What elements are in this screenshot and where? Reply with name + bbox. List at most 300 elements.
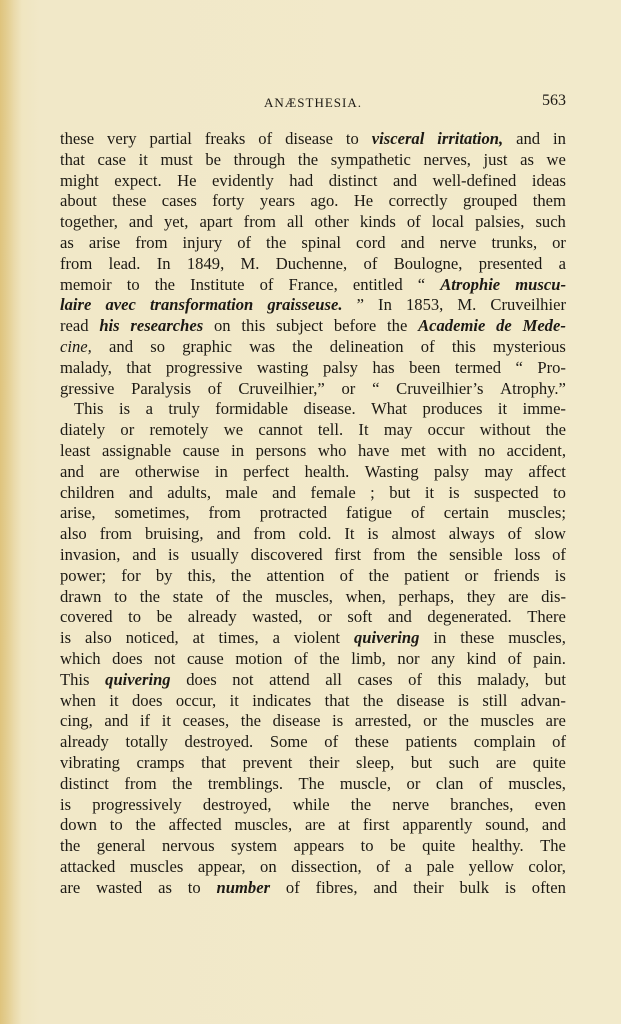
word: to: [109, 815, 123, 835]
word: of: [411, 503, 425, 523]
text-line: [60, 399, 566, 420]
word: are: [545, 711, 566, 731]
word: and: [541, 815, 566, 835]
word: imme-: [522, 399, 566, 419]
word: without: [479, 420, 531, 440]
word: attention: [266, 565, 325, 585]
word: Cruveilhier’s: [396, 378, 484, 398]
word: so: [150, 336, 165, 356]
word: Atrophie: [440, 274, 501, 294]
word: or: [552, 232, 566, 252]
word: are: [304, 815, 326, 835]
word: does: [132, 690, 163, 710]
word: and: [109, 336, 133, 356]
word: the: [545, 420, 566, 440]
word: it: [161, 711, 171, 731]
word: Atrophy.”: [500, 378, 566, 398]
word: cing,: [60, 711, 93, 731]
word: in: [553, 129, 566, 148]
text-line: [60, 795, 566, 816]
text-line: [60, 857, 566, 878]
word: ceases,: [182, 711, 230, 731]
word: nerves,: [423, 149, 471, 169]
word: are: [508, 586, 529, 606]
word: affected: [168, 815, 222, 835]
word: Academie: [418, 316, 486, 336]
word: may: [484, 461, 514, 481]
word: invasion,: [60, 544, 121, 564]
word: the: [292, 336, 313, 356]
word: and: [516, 129, 541, 148]
word: wasting: [256, 357, 309, 377]
word: dis-: [541, 586, 566, 606]
word: from: [372, 544, 406, 564]
word: at: [338, 815, 351, 835]
word: nervous: [161, 836, 215, 856]
word: ”: [356, 295, 364, 315]
word: nor: [397, 648, 420, 668]
text-line: [60, 607, 566, 628]
word: they: [466, 586, 496, 606]
word: 1849,: [186, 253, 225, 273]
text-line: [60, 670, 566, 691]
word: on: [260, 856, 277, 876]
word: the: [368, 565, 389, 585]
word: The: [298, 773, 325, 793]
word: to: [187, 877, 201, 897]
word: not: [154, 648, 176, 668]
word: the: [242, 586, 263, 606]
word: patient: [404, 565, 450, 585]
word: and: [216, 524, 241, 544]
word: muscles,: [234, 815, 293, 835]
text-line: [60, 628, 566, 649]
word: together,: [60, 212, 118, 232]
word: the: [362, 690, 384, 710]
text-line: [60, 316, 566, 337]
word: as: [520, 149, 534, 169]
word: soft: [347, 607, 373, 627]
word: if: [139, 711, 151, 731]
word: The: [540, 836, 566, 856]
word: the: [230, 565, 252, 585]
word: while: [292, 794, 330, 814]
text-line: [60, 358, 566, 379]
word: muscu-: [515, 274, 566, 294]
word: is: [119, 399, 131, 419]
word: female: [310, 482, 356, 502]
word: this: [437, 669, 462, 689]
word: de: [496, 316, 512, 336]
word: malady,: [60, 357, 112, 377]
word: from: [124, 773, 157, 793]
word: local: [431, 212, 464, 232]
word: the: [387, 316, 408, 336]
word: subject: [276, 316, 324, 336]
word: of: [507, 648, 522, 668]
word: ;: [370, 482, 375, 502]
text-line: [60, 732, 566, 753]
word: arise,: [60, 503, 96, 523]
word: is: [448, 482, 460, 502]
word: destroyed,: [202, 794, 272, 814]
word: from: [208, 503, 241, 523]
word: certain: [443, 503, 489, 523]
word: totally: [125, 732, 168, 752]
word: is: [60, 628, 72, 648]
word: or: [406, 773, 421, 793]
word: Paralysis: [131, 378, 192, 398]
word: of: [293, 648, 308, 668]
word: yet,: [163, 212, 189, 232]
word: It: [344, 524, 355, 544]
word: or: [464, 565, 479, 585]
word: these: [60, 129, 95, 148]
word: occur: [427, 420, 465, 440]
word: freaks: [204, 129, 246, 148]
word: to: [345, 129, 359, 148]
word: of: [258, 129, 273, 148]
word: What: [371, 399, 408, 419]
word: partial: [149, 129, 192, 148]
word: be: [390, 836, 406, 856]
word: are: [495, 752, 517, 772]
word: male: [225, 482, 258, 502]
word: that: [324, 690, 350, 710]
text-line: [60, 150, 566, 171]
word: tremblings.: [207, 773, 284, 793]
word: been: [409, 357, 441, 377]
word: a: [145, 399, 153, 419]
word: are: [60, 877, 81, 897]
word: palsies,: [475, 212, 525, 232]
word: distinct: [60, 773, 109, 793]
word: M.: [240, 253, 260, 273]
word: and: [60, 461, 84, 481]
text-line: [60, 711, 566, 732]
word: muscles,: [275, 586, 333, 606]
word: of: [406, 212, 421, 232]
word: first: [334, 544, 362, 564]
word: attend: [269, 669, 310, 689]
word: branches,: [450, 794, 514, 814]
word: as: [60, 232, 74, 252]
word: this: [241, 316, 266, 336]
word: has: [372, 357, 395, 377]
text-line: [60, 774, 566, 795]
word: when,: [345, 586, 386, 606]
word: his: [99, 316, 120, 336]
word: to: [128, 607, 141, 627]
text-line: [60, 753, 566, 774]
word: may: [383, 420, 413, 440]
word: “: [417, 274, 426, 294]
word: of: [552, 732, 566, 752]
word: muscles: [129, 856, 184, 876]
word: arise: [88, 232, 121, 252]
word: the: [319, 648, 340, 668]
word: truly: [168, 399, 200, 419]
word: malady,: [477, 669, 530, 689]
word: Some: [269, 732, 308, 752]
word: of: [552, 544, 566, 564]
word: even: [534, 794, 566, 814]
word: Institute: [190, 274, 245, 294]
text-line: [60, 545, 566, 566]
word: spinal: [301, 232, 341, 252]
word: through: [233, 149, 286, 169]
word: vibrating: [60, 752, 120, 772]
word: fibres,: [315, 877, 358, 897]
word: quivering: [105, 669, 171, 689]
word: loss: [514, 544, 541, 564]
text-line: [60, 212, 566, 233]
word: sound,: [485, 815, 530, 835]
word: with: [437, 440, 467, 460]
word: is: [332, 711, 344, 731]
text-line: [60, 233, 566, 254]
word: noticed,: [125, 628, 179, 648]
word: children: [60, 482, 115, 502]
word: about: [60, 191, 97, 211]
word: but: [389, 482, 411, 502]
word: of: [207, 378, 222, 398]
text-line: [60, 587, 566, 608]
word: kind: [466, 648, 497, 668]
text-line: [60, 815, 566, 836]
word: that: [60, 149, 85, 169]
word: is: [367, 524, 379, 544]
word: cord: [356, 232, 386, 252]
word: apparently: [402, 815, 473, 835]
word: the: [139, 586, 161, 606]
word: protracted: [259, 503, 328, 523]
word: motion: [235, 648, 283, 668]
word: these: [460, 628, 495, 648]
word: often: [531, 877, 566, 897]
word: Mede-: [522, 316, 566, 336]
word: to: [114, 586, 128, 606]
word: health.: [304, 461, 350, 481]
word: cases: [161, 191, 197, 211]
text-line: [60, 254, 566, 275]
word: all: [325, 669, 342, 689]
word: palsy: [322, 357, 358, 377]
word: that: [126, 357, 152, 377]
word: progressively: [92, 794, 182, 814]
word: persons: [255, 440, 307, 460]
word: or: [317, 607, 332, 627]
word: otherwise: [134, 461, 200, 481]
word: of: [259, 274, 274, 294]
text-line: [60, 420, 566, 441]
word: the: [350, 794, 372, 814]
word: no: [478, 440, 495, 460]
word: France,: [288, 274, 338, 294]
word: or: [423, 711, 437, 731]
word: might: [60, 170, 99, 190]
word: also: [60, 524, 87, 544]
text-line: [60, 129, 566, 150]
word: disease: [396, 690, 445, 710]
word: quivering: [353, 628, 420, 648]
word: and: [104, 711, 129, 731]
word: and: [387, 607, 412, 627]
word: disease.: [303, 399, 356, 419]
word: be: [205, 149, 222, 169]
text-line: [60, 441, 566, 462]
text-line: [60, 566, 566, 587]
word: and: [272, 482, 297, 502]
word: Duchenne,: [275, 253, 348, 273]
word: when: [60, 690, 96, 710]
word: “: [515, 357, 523, 377]
word: bulk: [459, 877, 489, 897]
word: of: [215, 586, 230, 606]
word: from: [243, 212, 276, 232]
word: indicates: [252, 690, 312, 710]
word: we: [223, 420, 244, 440]
word: from: [60, 253, 93, 273]
word: assignable: [101, 440, 172, 460]
word: expect.: [114, 170, 162, 190]
word: down: [60, 815, 97, 835]
word: progressive: [165, 357, 243, 377]
word: avec: [105, 295, 136, 315]
word: it: [138, 149, 148, 169]
word: nerve: [392, 794, 430, 814]
word: any: [431, 648, 456, 668]
word: muscles,: [508, 628, 566, 648]
word: and: [373, 877, 398, 897]
word: trunks,: [491, 232, 538, 252]
word: correctly: [388, 191, 448, 211]
word: of: [420, 336, 435, 356]
word: muscles: [480, 711, 534, 731]
word: at: [192, 628, 205, 648]
word: state: [172, 586, 204, 606]
word: on: [213, 316, 231, 336]
word: all: [287, 212, 304, 232]
word: we: [546, 149, 566, 169]
word: nerve: [439, 232, 477, 252]
word: also: [85, 628, 112, 648]
word: must: [160, 149, 193, 169]
word: still: [482, 690, 508, 710]
word: well-defined: [432, 170, 517, 190]
word: limb,: [351, 648, 386, 668]
word: the: [240, 711, 261, 731]
word: complain: [473, 732, 536, 752]
word: perfect: [243, 461, 290, 481]
word: Cruveilhier,”: [238, 378, 325, 398]
word: of: [339, 565, 354, 585]
word: muscles;: [507, 503, 566, 523]
word: cause: [182, 440, 220, 460]
word: system: [230, 836, 278, 856]
word: produces: [422, 399, 483, 419]
word: their: [413, 877, 444, 897]
word: case: [97, 149, 127, 169]
word: ago.: [310, 191, 339, 211]
text-line: [60, 171, 566, 192]
word: sleep,: [356, 752, 395, 772]
word: does: [112, 648, 143, 668]
word: from: [135, 232, 168, 252]
word: remotely: [149, 420, 209, 440]
word: quite: [422, 836, 456, 856]
word: muscles,: [508, 773, 566, 793]
word: a: [272, 628, 280, 648]
word: and: [132, 544, 157, 564]
word: the: [60, 836, 81, 856]
word: is: [60, 794, 72, 814]
word: usually: [190, 544, 239, 564]
word: accident,: [506, 440, 566, 460]
word: fatigue: [345, 503, 393, 523]
word: years: [259, 191, 295, 211]
word: It: [358, 420, 369, 440]
word: graisseuse.: [267, 295, 343, 315]
word: the: [154, 274, 176, 294]
word: pale: [426, 856, 455, 876]
word: forty: [212, 191, 245, 211]
text-line: [60, 275, 566, 296]
word: violent: [293, 628, 340, 648]
word: palsy: [434, 461, 470, 481]
word: is: [554, 565, 566, 585]
word: this: [451, 336, 476, 356]
word: this,: [187, 565, 216, 585]
word: and: [128, 482, 153, 502]
word: irritation,: [437, 129, 504, 148]
text-line: [60, 524, 566, 545]
word: of: [507, 524, 522, 544]
word: gressive: [60, 378, 115, 398]
word: This: [60, 669, 90, 689]
word: entitled: [352, 274, 403, 294]
word: pain.: [533, 648, 566, 668]
word: tell.: [317, 420, 344, 440]
word: from: [253, 524, 286, 544]
word: cine,: [60, 336, 92, 356]
word: apart: [199, 212, 233, 232]
word: prevent: [242, 752, 293, 772]
word: number: [216, 877, 271, 897]
word: such: [448, 752, 480, 772]
word: these: [354, 732, 389, 752]
word: evidently: [212, 170, 274, 190]
word: disease: [272, 711, 321, 731]
word: suspected: [474, 482, 539, 502]
word: cause: [186, 648, 224, 668]
word: have: [357, 440, 390, 460]
word: other: [314, 212, 349, 232]
word: cramps: [136, 752, 185, 772]
text-line: [60, 337, 566, 358]
word: times,: [218, 628, 259, 648]
word: termed: [454, 357, 501, 377]
word: is: [457, 690, 469, 710]
text-line: [60, 691, 566, 712]
word: Cruveilhier: [490, 295, 566, 315]
word: cold.: [298, 524, 332, 544]
word: kinds: [359, 212, 396, 232]
word: but: [544, 669, 566, 689]
word: ideas: [531, 170, 566, 190]
word: He: [177, 170, 197, 190]
page-edge-stain: [0, 0, 22, 1024]
